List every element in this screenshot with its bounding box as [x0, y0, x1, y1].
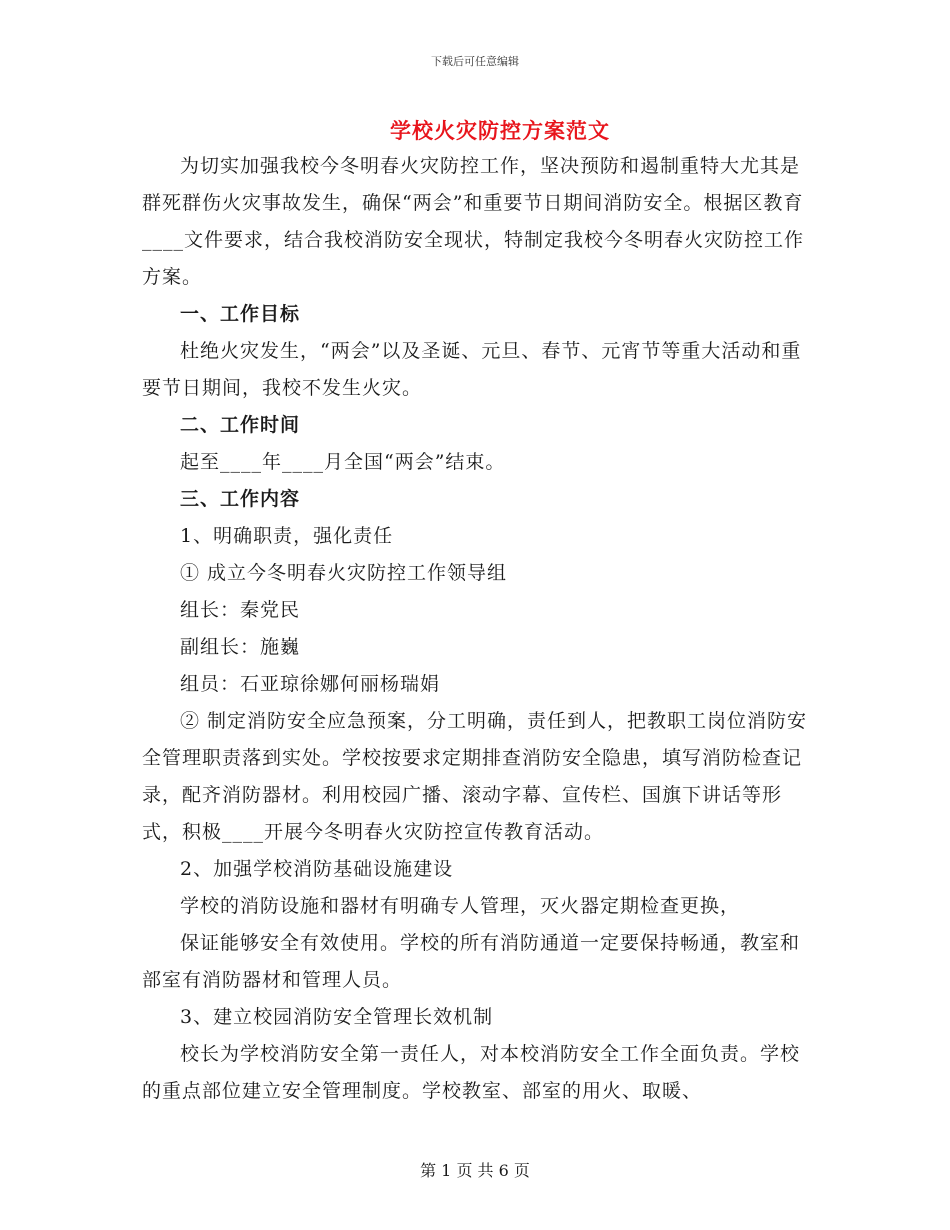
group-members: 组员：石亚琼徐娜何丽杨瑞娟 — [180, 673, 441, 695]
group-leader: 组长：秦党民 — [180, 599, 301, 621]
mechanism-paragraph: 校长为学校消防安全第一责任人，对本校消防安全工作全面负责。学校的重点部位建立安全管理制度。学校教室、部室的用火、取暖、 — [142, 1043, 801, 1102]
goal-paragraph: 杜绝火灾发生，“两会”以及圣诞、元旦、春节、元宵节等重大活动和重要节日期间，我校不发生火灾。 — [142, 340, 802, 399]
document-body — [142, 148, 810, 1110]
section-heading-content: 三、工作内容 — [180, 488, 301, 510]
document-title: 学校火灾防控方案范文 — [390, 118, 610, 143]
facilities-paragraph-line-1: 学校的消防设施和器材有明确专人管理，灭火器定期检查更换， — [180, 895, 741, 917]
group-deputy: 副组长：施巍 — [180, 636, 301, 658]
time-paragraph: 起至____年____月全国“两会”结束。 — [180, 451, 506, 473]
intro-paragraph: 为切实加强我校今冬明春火灾防控工作，坚决预防和遏制重特大尤其是群死群伤火灾事故发生，确保“两会”和重要节日期间消防安全。根据区教育____文件要求，结合我校消防安全现状，特制定我校今冬明春火灾防控工作方案。 — [142, 155, 805, 288]
subheading-facilities: 2、加强学校消防基础设施建设 — [180, 858, 454, 880]
section-heading-time: 二、工作时间 — [180, 414, 301, 436]
item-emergency-plan: ② 制定消防安全应急预案，分工明确，责任到人，把教职工岗位消防安全管理职责落到实处。学校按要求定期排查消防安全隐患，填写消防检查记录，配齐消防器材。利用校园广播、滚动字幕、宣传栏、国旗下讲话等形式，积极____开展今冬明春火灾防控宣传教育活动。 — [142, 710, 808, 843]
item-leading-group: ① 成立今冬明春火灾防控工作领导组 — [180, 562, 508, 584]
section-heading-goal: 一、工作目标 — [180, 303, 301, 325]
subheading-responsibility: 1、明确职责，强化责任 — [180, 525, 394, 547]
facilities-paragraph-line-2: 保证能够安全有效使用。学校的所有消防通道一定要保持畅通，教室和部室有消防器材和管理人员。 — [142, 932, 801, 991]
subheading-mechanism: 3、建立校园消防安全管理长效机制 — [180, 1006, 494, 1028]
page-header-note: 下载后可任意编辑 — [431, 55, 519, 68]
page-footer: 第 1 页 共 6 页 — [420, 1161, 530, 1180]
